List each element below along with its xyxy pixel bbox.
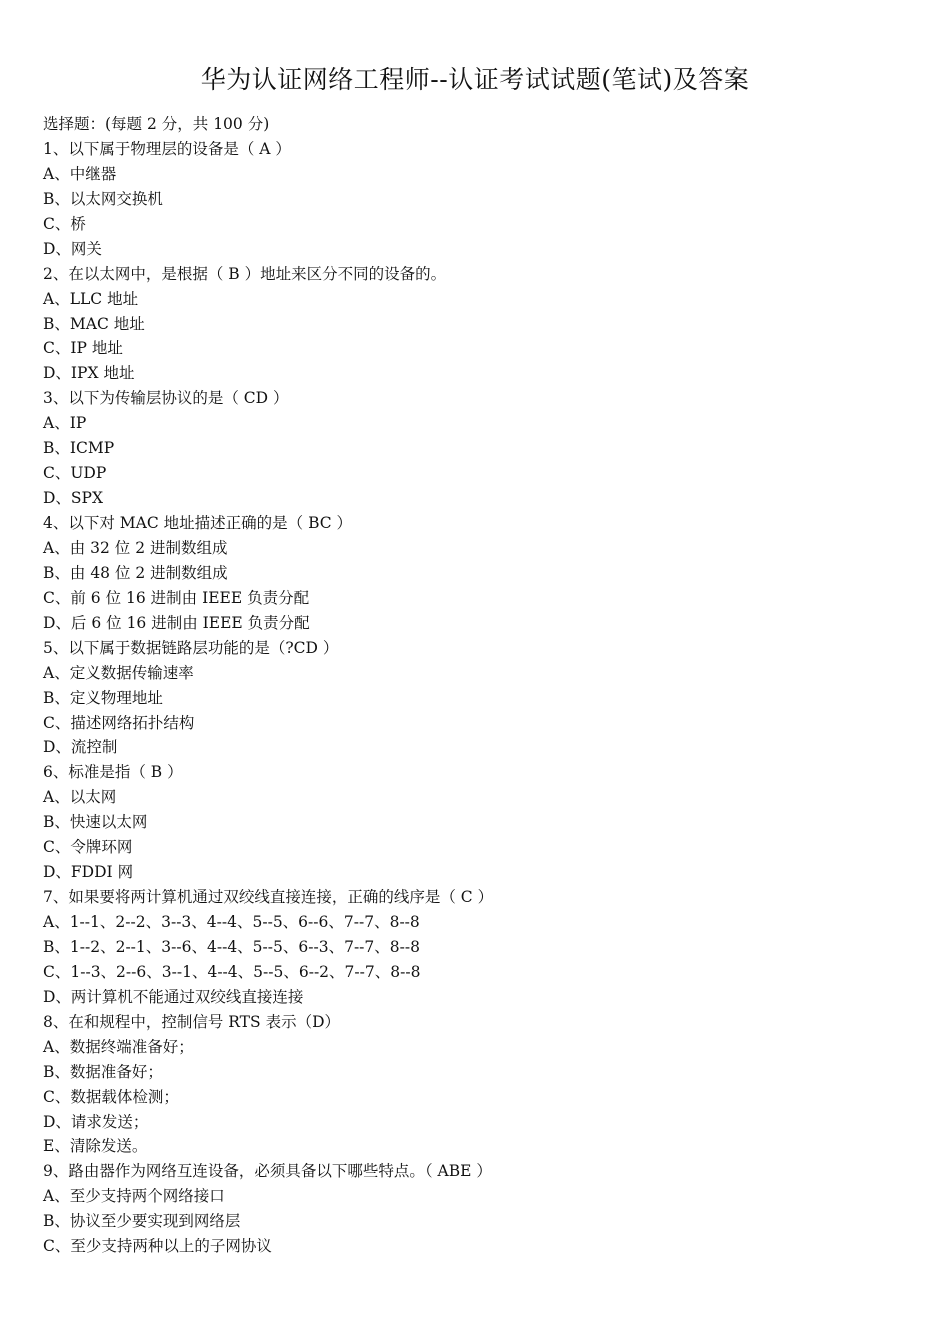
option-line: A、1--1、2--2、3--3、4--4、5--5、6--6、7--7、8--8 bbox=[43, 913, 420, 931]
option-line: C、描述网络拓扑结构 bbox=[43, 713, 195, 732]
option-line: D、流控制 bbox=[43, 738, 118, 757]
option-line: C、数据载体检测； bbox=[43, 1087, 179, 1106]
option-line: A、至少支持两个网络接口 bbox=[43, 1187, 225, 1206]
option-line: C、桥 bbox=[43, 214, 86, 233]
document-title: 华为认证网络工程师--认证考试试题(笔试)及答案 bbox=[200, 65, 750, 94]
option-line: C、UDP bbox=[43, 464, 107, 483]
option-line: B、ICMP bbox=[43, 439, 115, 458]
question-line: 2、在以太网中，是根据（ B ）地址来区分不同的设备的。 bbox=[43, 264, 447, 283]
option-line: A、数据终端准备好； bbox=[43, 1037, 194, 1056]
option-line: D、SPX bbox=[43, 489, 104, 508]
question-line: 8、在和规程中，控制信号 RTS 表示（D） bbox=[43, 1012, 340, 1031]
option-line: B、数据准备好； bbox=[43, 1062, 163, 1081]
option-line: D、请求发送； bbox=[43, 1112, 149, 1131]
option-line: A、IP bbox=[43, 414, 87, 433]
option-line: D、后 6 位 16 进制由 IEEE 负责分配 bbox=[43, 613, 310, 632]
option-line: A、由 32 位 2 进制数组成 bbox=[43, 538, 228, 557]
option-line: A、定义数据传输速率 bbox=[43, 663, 194, 682]
question-line: 7、如果要将两计算机通过双绞线直接连接，正确的线序是（ C ） bbox=[43, 888, 494, 907]
option-line: B、定义物理地址 bbox=[43, 688, 163, 707]
option-line: A、中继器 bbox=[43, 164, 117, 183]
option-line: D、网关 bbox=[43, 239, 102, 258]
option-line: A、以太网 bbox=[43, 788, 117, 807]
option-line: B、由 48 位 2 进制数组成 bbox=[43, 563, 228, 582]
option-line: C、令牌环网 bbox=[43, 838, 133, 857]
section-heading: 选择题：(每题 2 分，共 100 分) bbox=[43, 115, 270, 133]
question-line: 1、以下属于物理层的设备是（ A ） bbox=[43, 139, 291, 158]
question-line: 9、路由器作为网络互连设备，必须具备以下哪些特点。（ ABE ） bbox=[43, 1162, 492, 1181]
option-line: A、LLC 地址 bbox=[43, 289, 139, 308]
option-line: B、以太网交换机 bbox=[43, 189, 163, 208]
option-line: B、协议至少要实现到网络层 bbox=[43, 1212, 241, 1231]
question-line: 3、以下为传输层协议的是（ CD ） bbox=[43, 389, 289, 408]
option-line: B、MAC 地址 bbox=[43, 314, 145, 333]
option-line: C、至少支持两种以上的子网协议 bbox=[43, 1237, 272, 1256]
option-line: D、FDDI 网 bbox=[43, 863, 134, 882]
document-body bbox=[43, 112, 923, 1259]
option-line: C、1--3、2--6、3--1、4--4、5--5、6--2、7--7、8--8 bbox=[43, 962, 421, 981]
option-line: C、前 6 位 16 进制由 IEEE 负责分配 bbox=[43, 588, 310, 607]
question-line: 4、以下对 MAC 地址描述正确的是（ BC ） bbox=[43, 514, 353, 532]
question-line: 5、以下属于数据链路层功能的是（?CD ） bbox=[43, 638, 339, 657]
option-line: B、1--2、2--1、3--6、4--4、5--5、6--3、7--7、8--8 bbox=[43, 937, 420, 956]
option-line: E、清除发送。 bbox=[43, 1137, 148, 1156]
option-line: C、IP 地址 bbox=[43, 339, 123, 358]
option-line: D、两计算机不能通过双绞线直接连接 bbox=[43, 987, 304, 1006]
option-line: B、快速以太网 bbox=[43, 813, 148, 832]
question-line: 6、标准是指（ B ） bbox=[43, 763, 183, 782]
option-line: D、IPX 地址 bbox=[43, 364, 135, 383]
